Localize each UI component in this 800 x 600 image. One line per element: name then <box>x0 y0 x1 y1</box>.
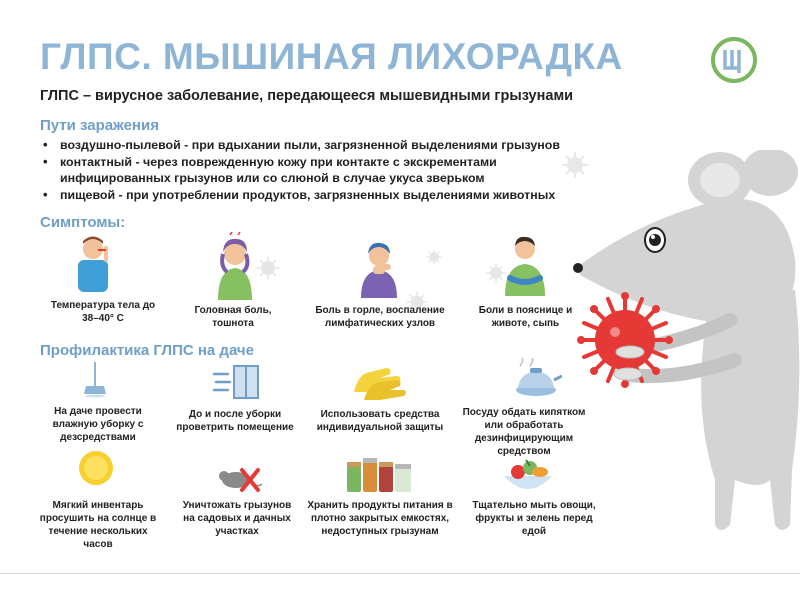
route-item-airborne: • воздушно-пылевой - при вдыхании пыли, загрязненной выделениями грызунов <box>40 137 660 154</box>
page-title: ГЛПС. МЫШИНАЯ ЛИХОРАДКА <box>40 36 623 77</box>
symptom-caption: Боль в горле, воспаление лимфатических узлов <box>315 305 445 329</box>
mop-icon <box>82 360 108 398</box>
prevention-caption: Использовать средства индивидуальной защиты <box>316 409 444 433</box>
prevention-caption: До и после уборки проветрить помещение <box>176 409 294 433</box>
bottom-divider <box>0 573 800 574</box>
subtitle: ГЛПС – вирусное заболевание, передающееся мышевидными грызунами <box>40 88 574 104</box>
routes-heading: Пути заражения <box>40 117 159 134</box>
logo-icon <box>710 36 758 84</box>
prevention-caption: На даче провести влажную уборку с дезсредствами <box>52 406 144 443</box>
virus-particle-icon <box>425 248 443 266</box>
prevention-caption: Мягкий инвентарь просушить на солнце в течение нескольких часов <box>39 500 157 550</box>
mouse-paws <box>600 338 670 388</box>
sun-icon <box>76 448 116 488</box>
symptom-caption: Боли в пояснице и животе, сыпь <box>478 305 573 329</box>
kettle-icon <box>510 358 562 402</box>
headache-person-icon <box>210 232 260 302</box>
gloves-icon <box>350 362 410 402</box>
stomach-pain-person-icon <box>498 232 552 298</box>
route-item-contact: • контактный - через поврежденную кожу при контакте с экскрементами инфицированных грызунов или со слюной в случае укуса зверьком <box>40 154 580 187</box>
symptom-caption: Головная боль, тошнота <box>194 305 272 329</box>
prevention-caption: Посуду обдать кипятком или обработать дезинфицирующим средством <box>462 407 586 457</box>
thermometer-person-icon <box>68 232 120 296</box>
prevention-heading: Профилактика ГЛПС на даче <box>40 342 254 359</box>
prevention-caption: Тщательно мыть овощи, фрукты и зелень перед едой <box>472 500 596 537</box>
crossed-rat-icon <box>214 458 264 494</box>
vegetables-icon <box>500 456 556 496</box>
prevention-caption: Уничтожать грызунов на садовых и дачных участках <box>182 500 292 537</box>
symptom-caption: Температура тела до 38–40° С <box>50 300 156 324</box>
window-icon <box>212 364 260 402</box>
prevention-caption: Хранить продукты питания в плотно закрытых емкостях, недоступных грызунам <box>307 500 453 537</box>
route-item-food: • пищевой - при употреблении продуктов, загрязненных выделениями животных <box>40 187 660 204</box>
jars-icon <box>345 454 415 494</box>
sore-throat-person-icon <box>355 236 403 300</box>
symptoms-heading: Симптомы: <box>40 214 126 231</box>
